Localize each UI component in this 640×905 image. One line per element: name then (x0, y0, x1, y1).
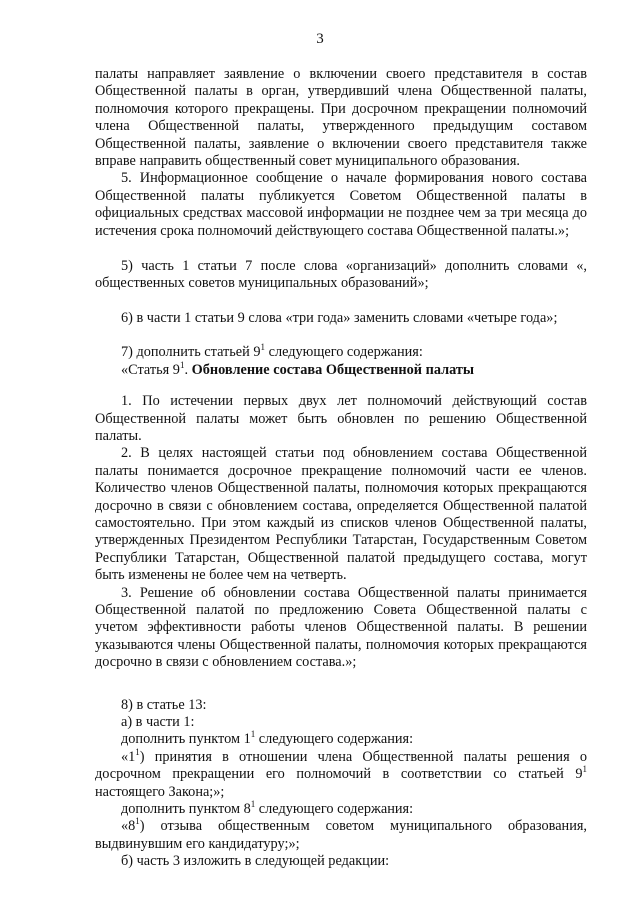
point-8-1-open: «8 (121, 818, 136, 835)
superscript: 1 (250, 729, 256, 740)
point-1-1-text: ) принятия в отношении члена Общественной палаты решения о досрочном прекращении его полномочий в соответствии со статьей 9 (95, 748, 587, 783)
add-1-text: дополнить пунктом 1 (121, 731, 251, 748)
article-heading (95, 359, 587, 379)
add-1-text-end: следующего содержания: (255, 731, 414, 748)
paragraph-continuation: палаты направляет заявление о включении своего представителя в состав Общественной палаты в орган, утвердивший члена Общественной палаты, полномочия которого прекращены. При досрочном прекращении полномочий члена Общественной палаты, утвержденного предыдущим составом Общественной палаты, заявление о включении своего представителя также вправе направить общественный совет муниципального образования. (95, 66, 587, 170)
point-1-1-end: настоящего Закона;»; (95, 783, 225, 800)
add-8-text-end: следующего содержания: (255, 801, 414, 818)
amendment-7-text: 7) дополнить статьей 9 (121, 344, 261, 361)
article-part-3: 3. Решение об обновлении состава Общественной палаты принимается Общественной палатой по предложению Совета Общественной палаты с учетом эффективности работы членов Общественной палаты. В решении указываются члены Общественной палаты, полномочия которых прекращаются досрочно в связи с обновлением состава.»; (95, 584, 587, 671)
amendment-5: 5) часть 1 статьи 7 после слова «организаций» дополнить словами «, общественных советов муниципальных образований»; (95, 258, 587, 292)
article-part-1: 1. По истечении первых двух лет полномочий действующий состав Общественной палаты может быть обновлен по решению Общественной палаты. (95, 393, 587, 444)
amendment-6: 6) в части 1 статьи 9 слова «три года» заменить словами «четыре года»; (121, 309, 558, 326)
point-8-1-text: ) отзыва общественным советом муниципального образования, выдвинувшим его кандидатуру;»; (95, 818, 587, 852)
article-part-2: 2. В целях настоящей статьи под обновлением состава Общественной палаты понимается досрочное прекращение полномочий части ее членов. Количество членов Общественной палаты, полномочия которых прекращаются досрочно в связи с обновлением состава, определяется Общественной палатой самостоятельно. При этом каждый из списков членов Общественной палаты, утвержденных Президентом Республики Татарстан, Государственным Советом Республики Татарстан, Общественной палатой предыдущего состава, могут быть изменены не более чем на четверть. (95, 445, 587, 584)
document-body (95, 66, 587, 871)
point-1-1-open: «1 (121, 748, 136, 765)
new-point-1-1 (95, 746, 587, 801)
article-heading-prefix: «Статья 9 (121, 361, 180, 378)
amendment-7-text-end: следующего содержания: (265, 344, 423, 361)
article-heading-dot: . (184, 361, 192, 378)
amendment-7 (95, 344, 587, 361)
superscript: 1 (135, 746, 140, 757)
superscript: 1 (179, 359, 185, 370)
amendment-8a: а) в части 1: (121, 714, 195, 730)
amendment-8: 8) в статье 13: (121, 696, 207, 713)
article-heading-title: Обновление состава Общественной палаты (191, 361, 475, 378)
superscript: 1 (260, 342, 266, 353)
superscript: 1 (250, 799, 256, 810)
new-point-8-1 (95, 818, 587, 853)
page-number: 3 (316, 31, 324, 47)
superscript: 1 (135, 816, 140, 827)
amendment-8a-add-1 (95, 731, 587, 748)
amendment-8b: б) часть 3 изложить в следующей редакции: (121, 853, 390, 870)
amendment-8a-add-8 (95, 801, 587, 818)
add-8-text: дополнить пунктом 8 (121, 801, 251, 818)
paragraph-item-5: 5. Информационное сообщение о начале формирования нового состава Общественной палаты публикуется Советом Общественной палаты в официальных средствах массовой информации не позднее чем за три месяца до истечения срока полномочий действующего состава Общественной палаты.»; (95, 170, 587, 239)
superscript: 1 (582, 764, 587, 775)
